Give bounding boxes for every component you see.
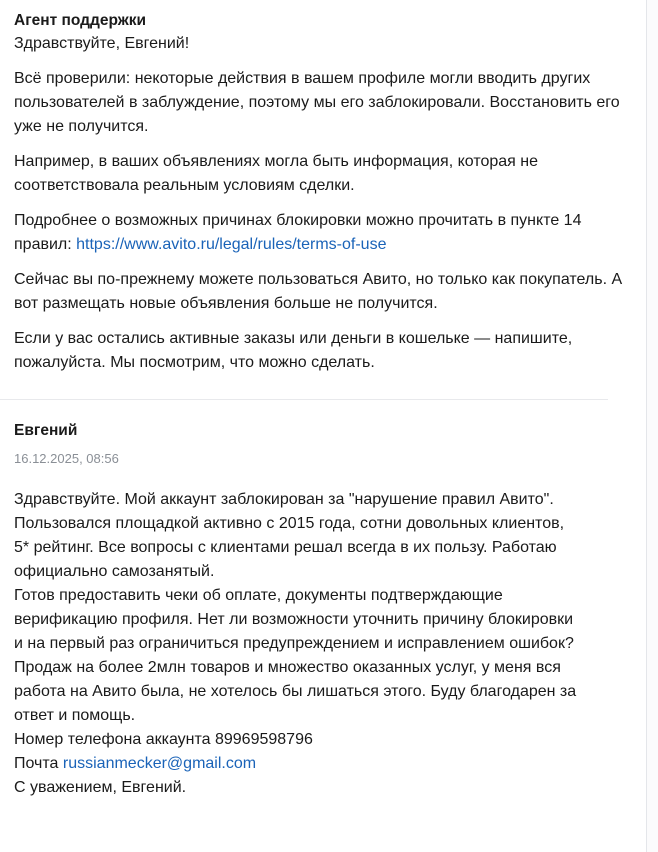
message-paragraph: Например, в ваших объявлениях могла быть информация, которая не соответствовала реальным условиям сделки. xyxy=(14,153,539,194)
message-line: Готов предоставить чеки об оплате, документы подтверждающие xyxy=(14,587,503,604)
user-message xyxy=(0,400,646,800)
message-author: Агент поддержки xyxy=(14,12,146,29)
message-line: ответ и помощь. xyxy=(14,707,136,724)
message-line: работа на Авито была, не хотелось бы лишаться этого. Буду благодарен за xyxy=(14,683,577,700)
email-link[interactable]: russianmecker@gmail.com xyxy=(62,755,257,772)
message-line: Продаж на более 2млн товаров и множество оказанных услуг, у меня вся xyxy=(14,659,561,676)
message-line: 5* рейтинг. Все вопросы с клиентами решал всегда в их пользу. Работаю xyxy=(14,539,557,556)
message-line: верификацию профиля. Нет ли возможности уточнить причину блокировки xyxy=(14,611,574,628)
message-line: Пользовался площадкой активно с 2015 года, сотни довольных клиентов, xyxy=(14,515,565,532)
message-signature: С уважением, Евгений. xyxy=(14,779,187,796)
email-line xyxy=(14,752,626,776)
message-greeting: Здравствуйте, Евгений! xyxy=(14,35,190,52)
rules-link[interactable]: https://www.avito.ru/legal/rules/terms-of-use xyxy=(76,236,387,253)
message-timestamp: 16.12.2025, 08:56 xyxy=(14,451,119,466)
message-author: Евгений xyxy=(14,422,78,439)
support-message xyxy=(0,0,646,375)
message-line: Здравствуйте. Мой аккаунт заблокирован за "нарушение правил Авито". xyxy=(14,491,554,508)
message-line: и на первый раз ограничиться предупреждением и исправлением ошибок? xyxy=(14,635,574,652)
message-line: Номер телефона аккаунта 89969598796 xyxy=(14,731,313,748)
message-paragraph: Сейчас вы по-прежнему можете пользоваться Авито, но только как покупатель. А вот размещать новые объявления больше не получится. xyxy=(14,271,623,312)
message-paragraph: Если у вас остались активные заказы или деньги в кошельке — напишите, пожалуйста. Мы посмотрим, что можно сделать. xyxy=(14,330,573,371)
message-paragraph xyxy=(14,209,626,257)
message-paragraph: Всё проверили: некоторые действия в вашем профиле могли вводить других пользователей в заблуждение, поэтому мы его заблокировали. Восстановить его уже не получится. xyxy=(14,70,620,135)
rules-text: Подробнее о возможных причинах блокировки можно прочитать в пункте 14 правил: xyxy=(14,212,582,253)
message-line: официально самозанятый. xyxy=(14,563,215,580)
message-body xyxy=(14,488,626,800)
email-label: Почта xyxy=(14,755,59,772)
scrollbar[interactable] xyxy=(647,0,658,852)
